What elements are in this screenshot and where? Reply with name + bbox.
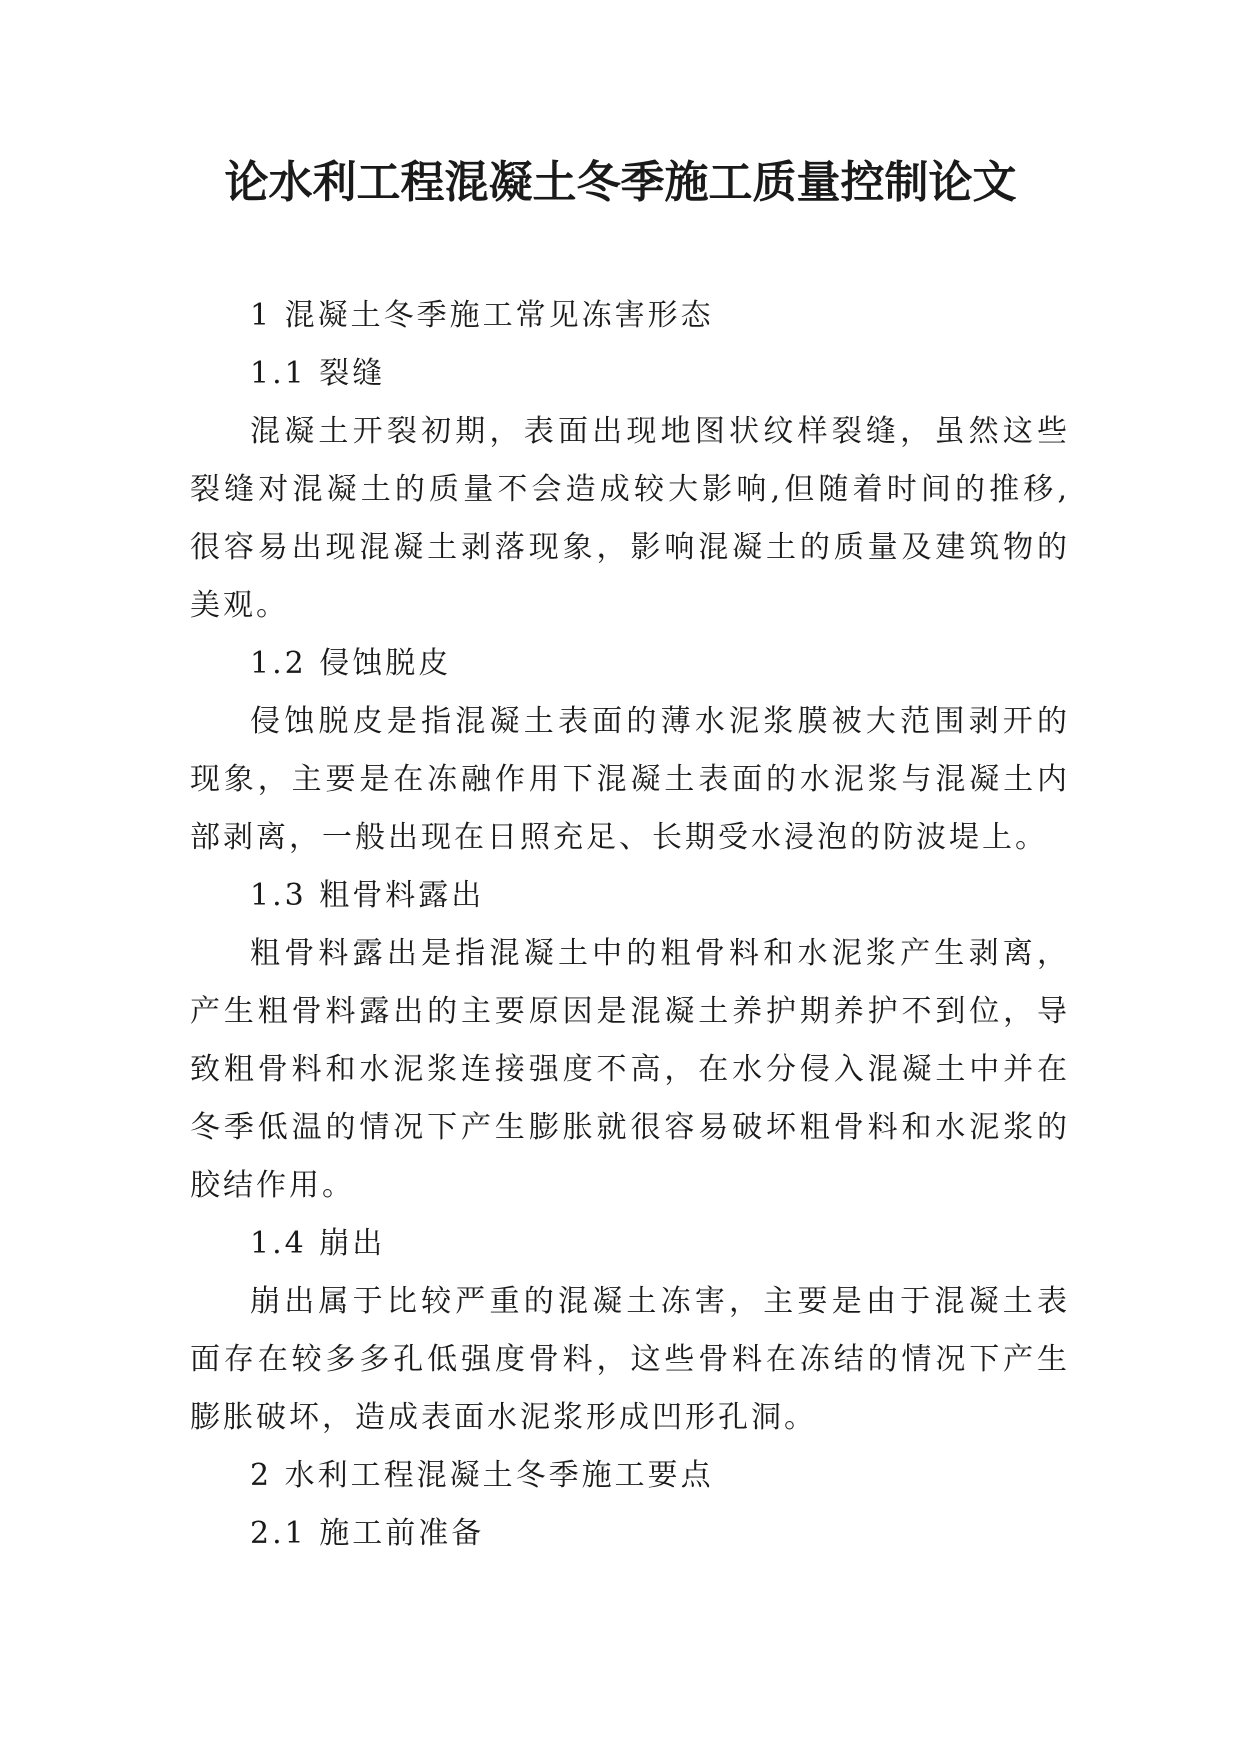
paragraph-cracks: 混凝土开裂初期，表面出现地图状纹样裂缝，虽然这些裂缝对混凝土的质量不会造成较大影响,但随着时间的推移,很容易出现混凝土剥落现象，影响混凝土的质量及建筑物的美观。 bbox=[190, 414, 1070, 623]
paragraph-erosion-peeling: 侵蚀脱皮是指混凝土表面的薄水泥浆膜被大范围剥开的现象，主要是在冻融作用下混凝土表面的水泥浆与混凝土内部剥离，一般出现在日照充足、长期受水浸泡的防波堤上。 bbox=[190, 704, 1070, 855]
subsection-heading-1-1: 1.1 裂缝 bbox=[250, 356, 386, 391]
subsection-heading-2-1: 2.1 施工前准备 bbox=[250, 1516, 485, 1551]
subsection-heading-1-4: 1.4 崩出 bbox=[250, 1226, 386, 1261]
paragraph-popout: 崩出属于比较严重的混凝土冻害，主要是由于混凝土表面存在较多多孔低强度骨料，这些骨料在冻结的情况下产生膨胀破坏，造成表面水泥浆形成凹形孔洞。 bbox=[190, 1284, 1070, 1435]
document-title: 论水利工程混凝土冬季施工质量控制论文 bbox=[224, 157, 1017, 208]
section-heading-1: 1 混凝土冬季施工常见冻害形态 bbox=[250, 298, 714, 333]
subsection-heading-1-3: 1.3 粗骨料露出 bbox=[250, 878, 485, 913]
paragraph-aggregate-exposure: 粗骨料露出是指混凝土中的粗骨料和水泥浆产生剥离，产生粗骨料露出的主要原因是混凝土养护期养护不到位，导致粗骨料和水泥浆连接强度不高，在水分侵入混凝土中并在冬季低温的情况下产生膨胀就很容易破坏粗骨料和水泥浆的胶结作用。 bbox=[190, 936, 1070, 1203]
subsection-heading-1-2: 1.2 侵蚀脱皮 bbox=[250, 646, 452, 681]
section-heading-2: 2 水利工程混凝土冬季施工要点 bbox=[250, 1458, 714, 1493]
document-body bbox=[190, 287, 1070, 1563]
